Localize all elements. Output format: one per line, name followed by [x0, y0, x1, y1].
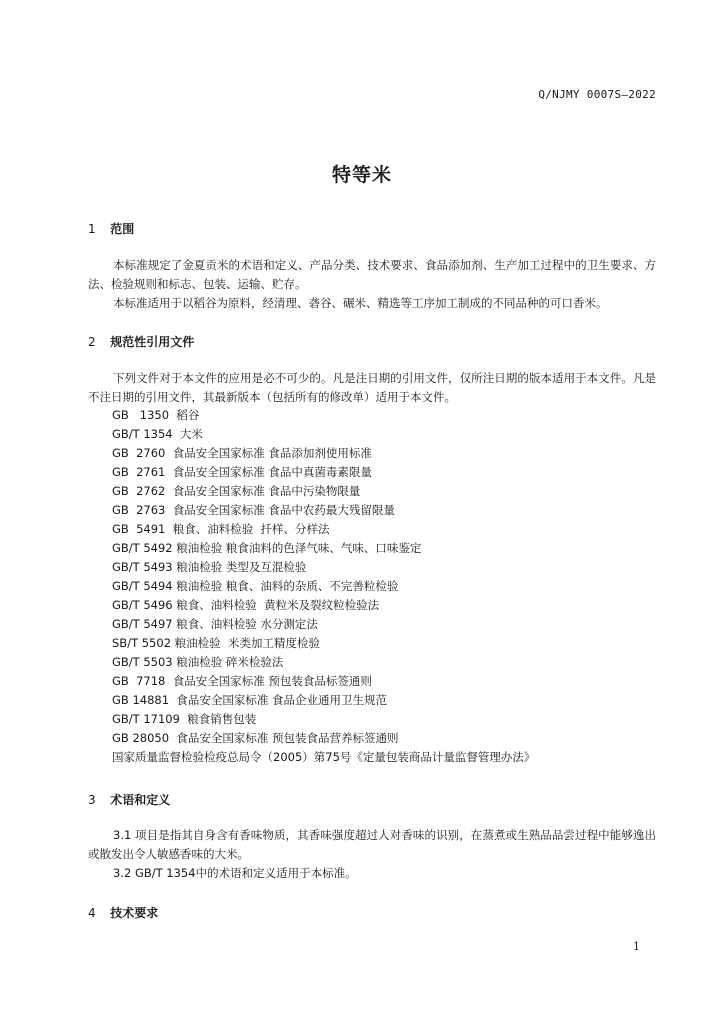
reference-item: GB 1350 稻谷: [112, 408, 200, 422]
reference-item: GB/T 5503 粮油检验 碎米检验法: [112, 655, 284, 669]
reference-item: GB 14881 食品安全国家标准 食品企业通用卫生规范: [112, 693, 388, 707]
terms-paragraph-1: 3.1 项目是指其自身含有香味物质，其香味强度超过人对香味的识别，在蒸煮或生熟品品尝过程中能够逸出或散发出令人敏感香味的大米。: [88, 828, 656, 861]
reference-item: GB/T 17109 粮食销售包装: [112, 712, 257, 726]
reference-item: GB 7718 食品安全国家标准 预包装食品标签通则: [112, 674, 372, 688]
section-heading-normative-references: [88, 333, 194, 350]
reference-item: GB/T 5493 粮油检验 类型及互混检验: [112, 560, 307, 574]
page-number: 1: [633, 940, 640, 953]
reference-item: GB 2762 食品安全国家标准 食品中污染物限量: [112, 484, 361, 498]
section-title: 范围: [110, 222, 135, 236]
reference-list: [112, 406, 535, 767]
section-number: 2: [88, 335, 96, 349]
section-title: 规范性引用文件: [110, 335, 195, 349]
terms-paragraph-2: 3.2 GB/T 1354中的术语和定义适用于本标准。: [113, 866, 357, 880]
reference-item: GB/T 5497 粮食、油料检验 水分测定法: [112, 617, 318, 631]
reference-item: GB 2760 食品安全国家标准 食品添加剂使用标准: [112, 446, 372, 460]
reference-item: GB/T 5496 粮食、油料检验 黄粒米及裂纹粒检验法: [112, 598, 380, 612]
document-title: 特等米: [331, 164, 392, 186]
scope-paragraph-1: 本标准规定了金夏贡米的术语和定义、产品分类、技术要求、食品添加剂、生产加工过程中的卫生要求、方法、检验规则和标志、包装、运输、贮存。: [88, 258, 656, 291]
reference-item: GB/T 5492 粮油检验 粮食油料的色泽气味、气味、口味鉴定: [112, 541, 422, 555]
reference-item: GB 2763 食品安全国家标准 食品中农药最大残留限量: [112, 503, 395, 517]
reference-item: GB 2761 食品安全国家标准 食品中真菌毒素限量: [112, 465, 372, 479]
reference-item: GB 5491 粮食、油料检验 扦样、分样法: [112, 522, 330, 536]
reference-item: GB/T 1354 大米: [112, 427, 203, 441]
document-code: Q/NJMY 0007S—2022: [538, 88, 656, 101]
section-title: 术语和定义: [110, 793, 171, 807]
section-heading-technical-requirements: [88, 904, 158, 921]
section-heading-terms-definitions: [88, 791, 170, 808]
reference-item: 国家质量监督检验检疫总局令（2005）第75号《定量包装商品计量监督管理办法》: [112, 750, 536, 764]
reference-item: GB/T 5494 粮油检验 粮食、油料的杂质、不完善粒检验: [112, 579, 399, 593]
reference-item: SB/T 5502 粮油检验 米类加工精度检验: [112, 636, 320, 650]
section-number: 4: [88, 906, 96, 920]
reference-item: GB 28050 食品安全国家标准 预包装食品营养标签通则: [112, 731, 399, 745]
section-number: 3: [88, 793, 96, 807]
scope-paragraph-2: 本标准适用于以稻谷为原料，经清理、砻谷、碾米、精选等工序加工制成的不同品种的可口香米。: [113, 296, 608, 310]
section-number: 1: [88, 222, 96, 236]
references-intro-paragraph: 下列文件对于本文件的应用是必不可少的。凡是注日期的引用文件，仅所注日期的版本适用于本文件。凡是不注日期的引用文件，其最新版本（包括所有的修改单）适用于本文件。: [88, 371, 656, 404]
section-heading-scope: [88, 220, 134, 237]
section-title: 技术要求: [110, 906, 159, 920]
